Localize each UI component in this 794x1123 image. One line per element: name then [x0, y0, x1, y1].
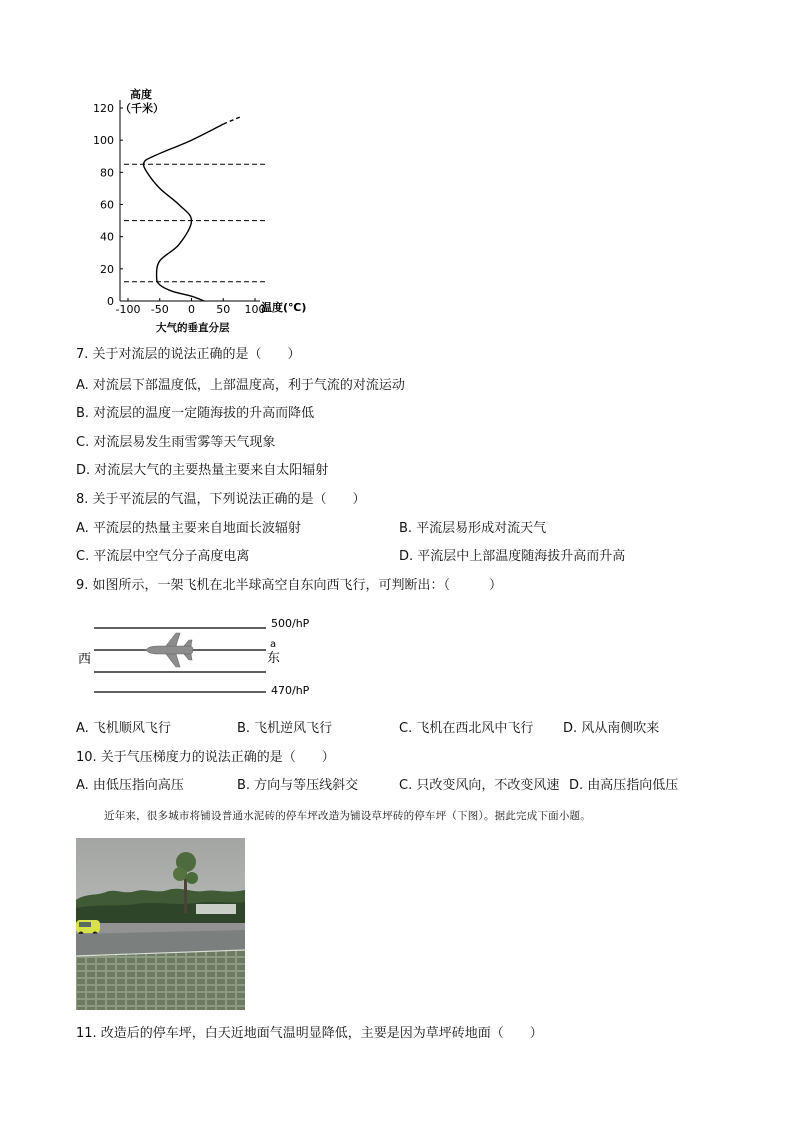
y-ticks: [93, 102, 123, 308]
q8-option-c[interactable]: C. 平流层中空气分子高度电离: [76, 549, 250, 564]
q11-stem: 11. 改造后的停车坪，白天近地面气温明显降低，主要是因为草坪砖地面（ ）: [76, 1026, 543, 1041]
x-axis-title: 温度(℃): [261, 301, 307, 314]
temperature-curve-extension: [223, 116, 242, 124]
q7-option-d[interactable]: D. 对流层大气的主要热量主要来自太阳辐射: [76, 463, 329, 478]
isobar-top-label: 500/hP: [271, 617, 310, 630]
q9-option-b[interactable]: B. 飞机逆风飞行: [237, 721, 333, 736]
q8-option-d[interactable]: D. 平流层中上部温度随海拔升高而升高: [399, 549, 626, 564]
parking-lot-image: [76, 838, 245, 1010]
point-a-label: a: [270, 639, 277, 650]
chart-caption: 大气的垂直分层: [156, 322, 230, 334]
y-tick-label: 120: [93, 102, 114, 115]
isobar-diagram: [74, 612, 334, 702]
q10-option-a[interactable]: A. 由低压指向高压: [76, 778, 184, 793]
q7-option-b[interactable]: B. 对流层的温度一定随海拔的升高而降低: [76, 406, 315, 421]
q9-stem: 9. 如图所示，一架飞机在北半球高空自东向西飞行，可判断出：（ ）: [76, 578, 503, 593]
q10-option-b[interactable]: B. 方向与等压线斜交: [237, 778, 359, 793]
q7-option-a[interactable]: A. 对流层下部温度低，上部温度高，利于气流的对流运动: [76, 378, 405, 393]
y-tick-label: 80: [100, 166, 114, 180]
reference-lines: [124, 164, 266, 281]
isobar-bottom-label: 470/hP: [271, 684, 310, 697]
q8-option-b[interactable]: B. 平流层易形成对流天气: [399, 521, 547, 536]
q10-option-d[interactable]: D. 由高压指向低压: [569, 778, 679, 793]
y-tick-label: 20: [100, 262, 114, 276]
temperature-curve: [144, 124, 224, 301]
airplane-icon: [146, 633, 193, 667]
east-label: 东: [267, 651, 281, 666]
parking-lot-photo: [76, 838, 245, 1010]
x-tick-label: 0: [188, 303, 195, 316]
q10-stem: 10. 关于气压梯度力的说法正确的是（ ）: [76, 750, 335, 765]
q7-option-c[interactable]: C. 对流层易发生雨雪雾等天气现象: [76, 435, 276, 450]
y-tick-label: 100: [93, 134, 114, 148]
q7-stem: 7. 关于对流层的说法正确的是（ ）: [76, 347, 301, 362]
x-tick-label: -50: [150, 303, 169, 316]
y-axis-title-unit: （千米）: [120, 102, 164, 115]
y-tick-label: 40: [100, 230, 114, 244]
passage-intro: 近年来，很多城市将铺设普通水泥砖的停车坪改造为铺设草坪砖的停车坪（下图）。据此完成下面小题。: [104, 810, 591, 822]
y-tick-label: 60: [100, 198, 114, 212]
west-label: 西: [78, 652, 92, 667]
q9-option-a[interactable]: A. 飞机顺风飞行: [76, 721, 171, 736]
x-tick-label: -100: [115, 303, 141, 316]
q9-option-d[interactable]: D. 风从南侧吹来: [563, 721, 660, 736]
x-tick-label: 100: [244, 303, 266, 316]
y-tick-label: 0: [107, 295, 114, 308]
y-axis-title: 高度: [130, 88, 152, 101]
q8-stem: 8. 关于平流层的气温，下列说法正确的是（ ）: [76, 492, 366, 507]
q8-option-a[interactable]: A. 平流层的热量主要来自地面长波辐射: [76, 521, 301, 536]
x-tick-label: 50: [216, 303, 231, 316]
atmosphere-chart: [80, 80, 310, 340]
q9-option-c[interactable]: C. 飞机在西北风中飞行: [399, 721, 534, 736]
q10-option-c[interactable]: C. 只改变风向，不改变风速: [399, 778, 560, 793]
